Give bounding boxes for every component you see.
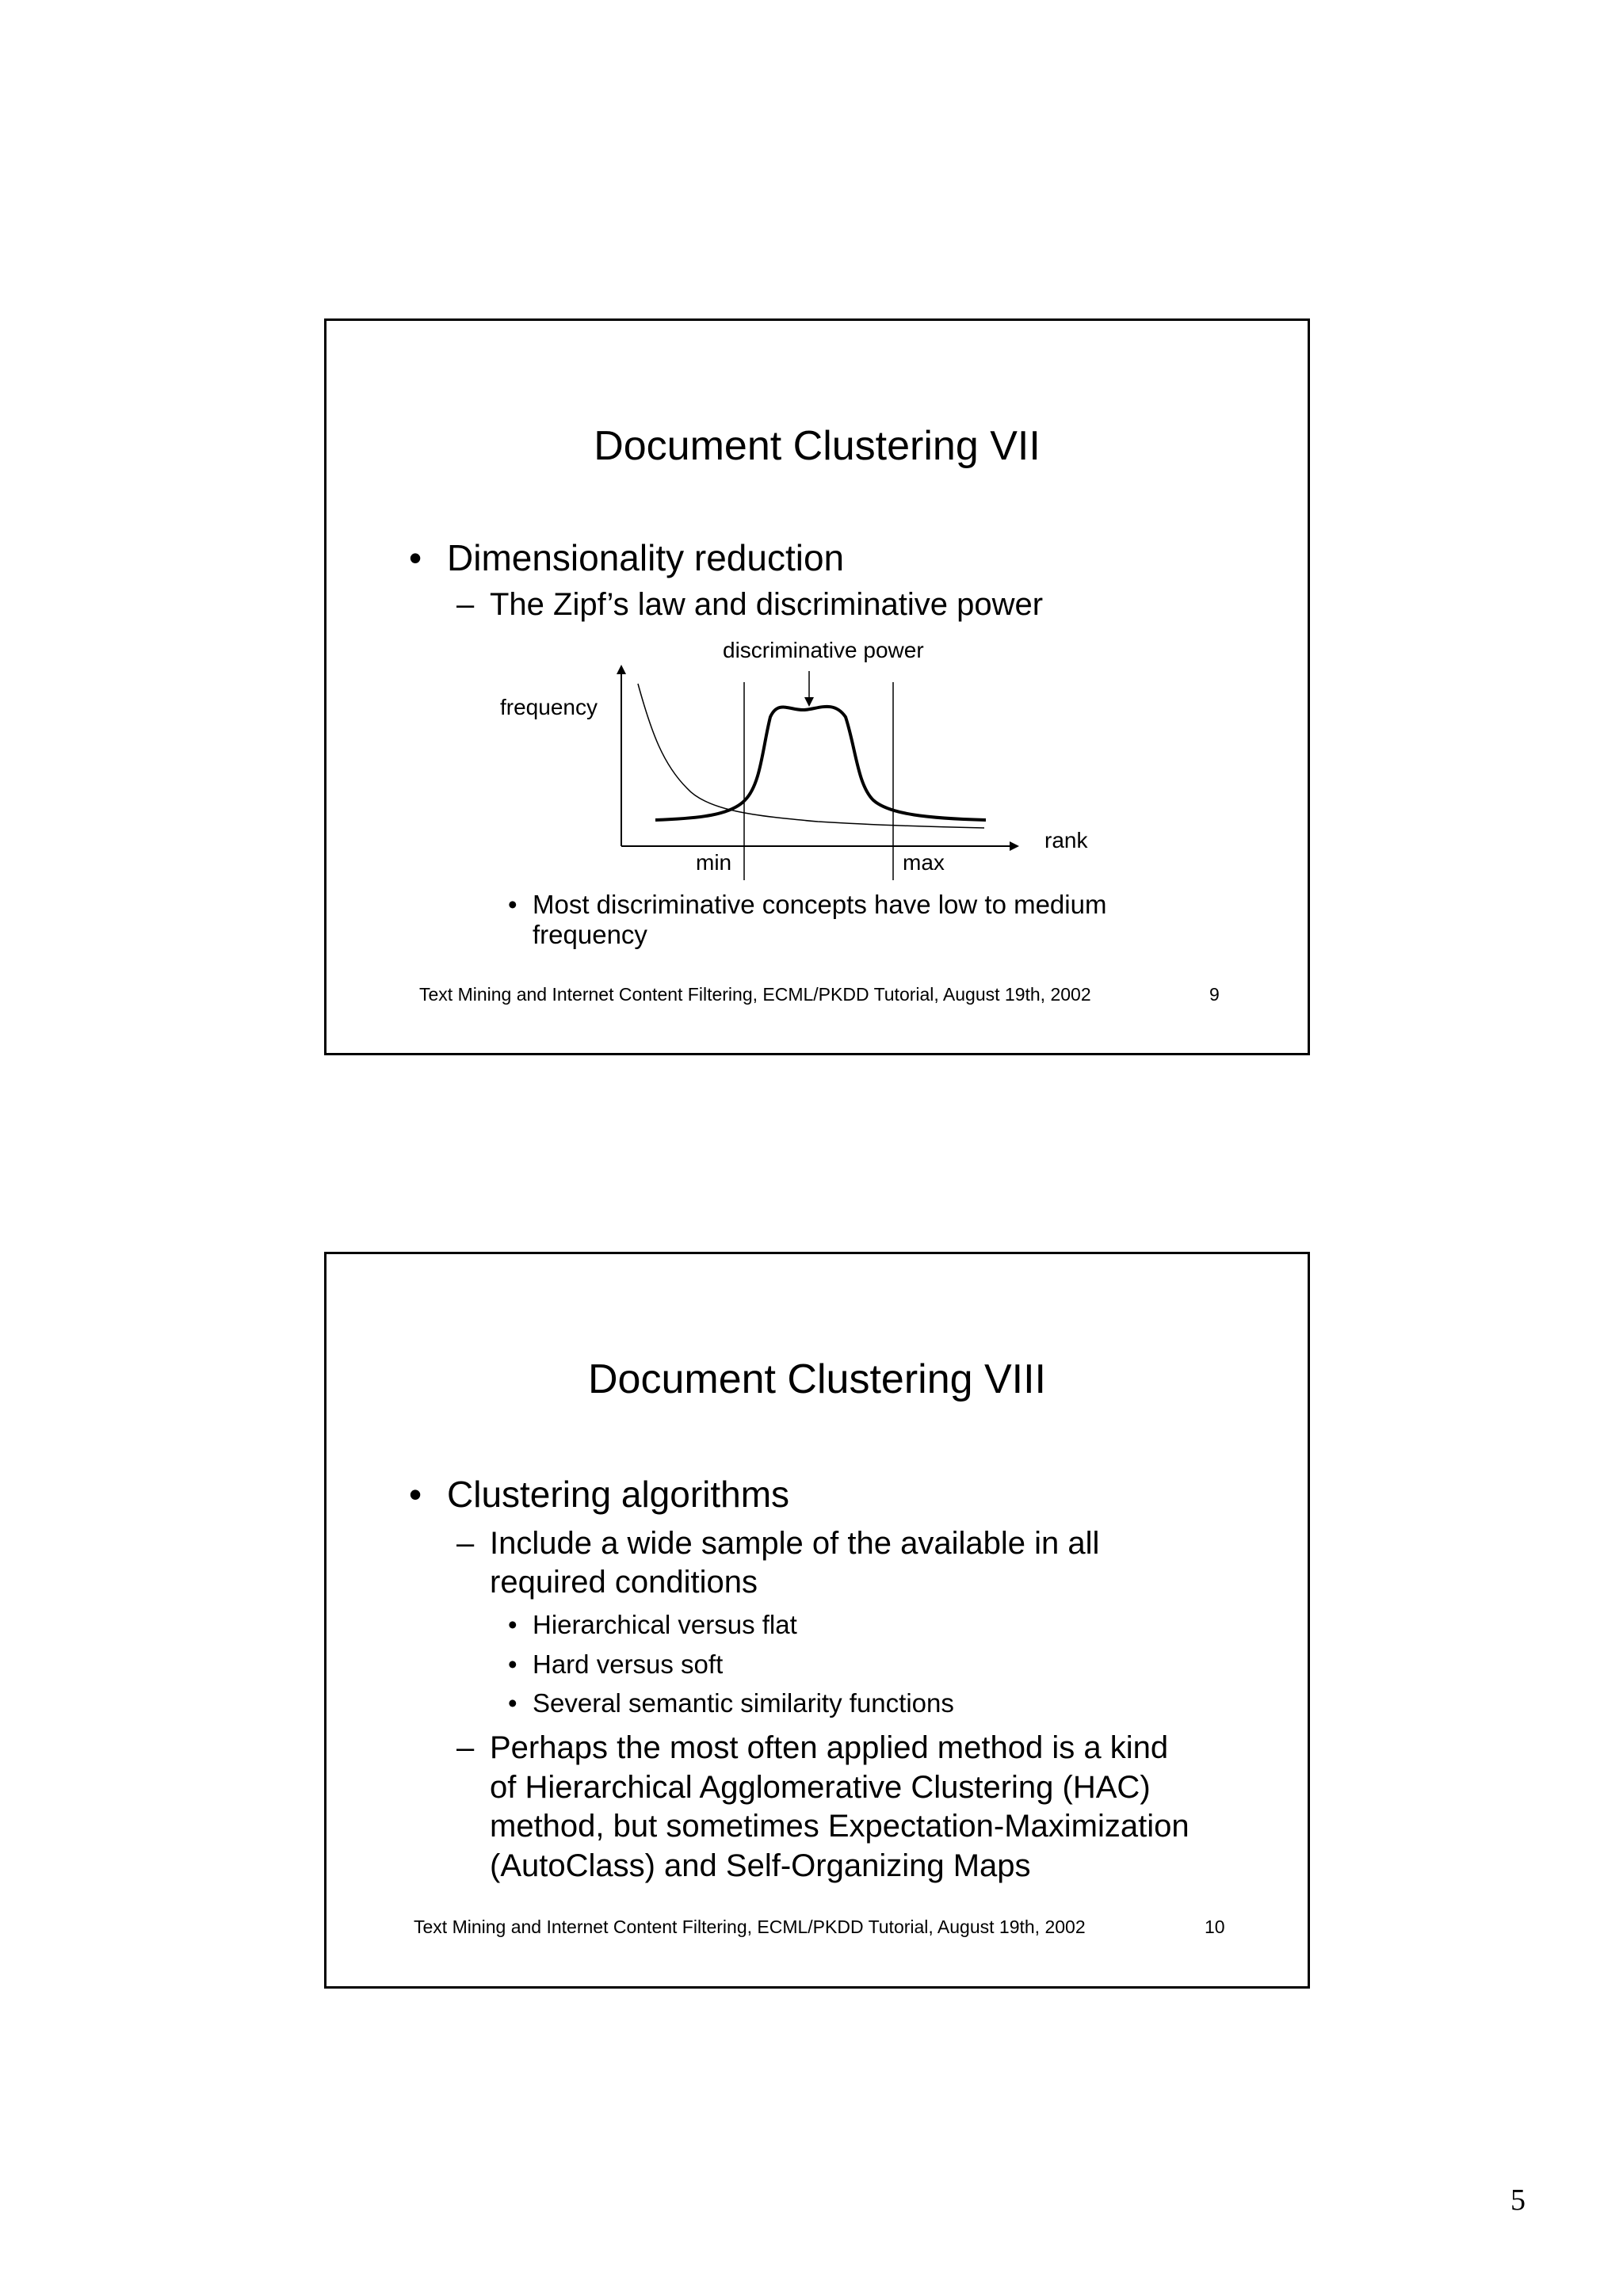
list-item: Hierarchical versus flat [533, 1610, 797, 1639]
slide-number: 10 [1205, 1917, 1225, 1937]
slide-10 [324, 1252, 1310, 1989]
bullet-text: Dimensionality reduction [447, 537, 845, 578]
bullet-marker: • [508, 890, 517, 919]
sub-bullet-line-3: method, but sometimes Expectation-Maximization [490, 1809, 1190, 1844]
sub-bullet-text: The Zipf’s law and discriminative power [490, 587, 1044, 622]
sub-bullet-line-1: Perhaps the most often applied method is a kind [490, 1730, 1169, 1765]
bullet-text-line-1: Most discriminative concepts have low to medium [533, 890, 1107, 919]
bullet-marker: • [508, 1610, 517, 1639]
dash-marker: – [456, 587, 475, 622]
page-number: 5 [1510, 2183, 1526, 2217]
bullet-marker: • [508, 1688, 517, 1718]
zipf-figure [327, 321, 1312, 1058]
discriminative-power-label: discriminative power [723, 638, 924, 662]
frequency-axis-label: frequency [500, 695, 598, 719]
dash-marker: – [456, 1526, 475, 1561]
list-item: Hard versus soft [533, 1650, 724, 1679]
min-label: min [696, 850, 732, 875]
slide-footer: Text Mining and Internet Content Filtering, ECML/PKDD Tutorial, August 19th, 2002 [419, 984, 1091, 1005]
slide-title: Document Clustering VII [594, 423, 1041, 469]
slide-number: 9 [1209, 984, 1220, 1005]
bullet-marker: • [409, 537, 422, 578]
slide-title: Document Clustering VIII [587, 1356, 1047, 1402]
discriminative-power-curve [655, 707, 986, 820]
dash-marker: – [456, 1730, 475, 1765]
sub-bullet-line-4: (AutoClass) and Self-Organizing Maps [490, 1848, 1031, 1883]
slide-9 [324, 318, 1310, 1055]
rank-axis-label: rank [1044, 828, 1088, 852]
sub-bullet-line-2: required conditions [490, 1565, 758, 1600]
max-label: max [903, 850, 945, 875]
zipf-curve [638, 684, 984, 828]
bullet-marker: • [409, 1474, 422, 1515]
bullet-marker: • [508, 1650, 517, 1679]
bullet-text: Clustering algorithms [447, 1474, 790, 1515]
bullet-text-line-2: frequency [533, 920, 647, 949]
sub-bullet-line-1: Include a wide sample of the available in all [490, 1526, 1100, 1561]
sub-bullet-line-2: of Hierarchical Agglomerative Clustering (HAC) [490, 1770, 1151, 1805]
list-item: Several semantic similarity functions [533, 1688, 954, 1718]
slide-footer: Text Mining and Internet Content Filtering, ECML/PKDD Tutorial, August 19th, 2002 [414, 1917, 1086, 1937]
